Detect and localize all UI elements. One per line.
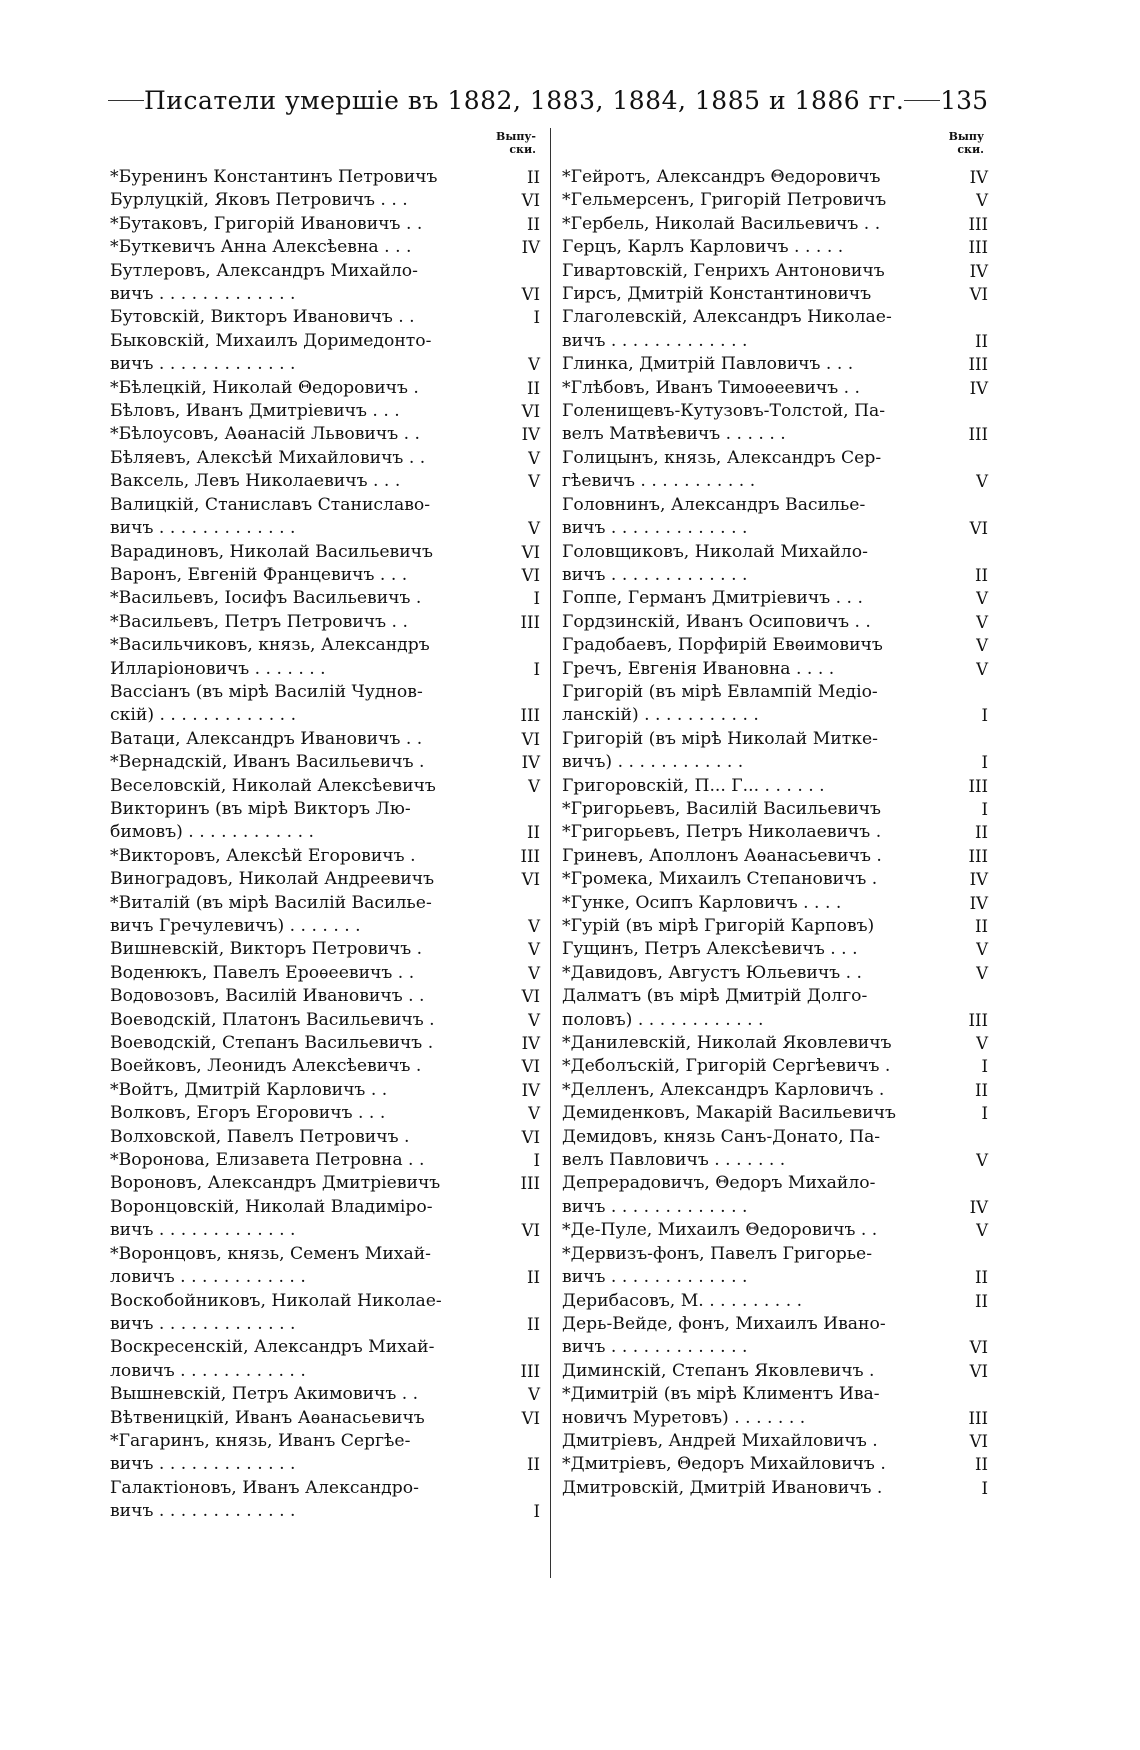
entry-issue-number: IV [969, 261, 988, 281]
entry-issue-number: V [528, 1010, 540, 1030]
entry-name: Быковскiй, Михаилъ Доримедонто- вичъ . . . . . . . . . . . . . [110, 330, 432, 375]
entry-issue-number: VI [521, 1408, 540, 1428]
entry-name: *Гельмерсенъ, Григорiй Петровичъ [562, 190, 887, 211]
index-entry [562, 775, 988, 798]
index-entry [110, 1055, 540, 1078]
entry-name: Воскресенскiй, Александръ Михай- ловичъ . . . . . . . . . . . . [110, 1337, 435, 1381]
index-entry [562, 1383, 988, 1430]
entry-name: *Гербель, Николай Васильевичъ . . [562, 213, 881, 234]
entry-issue-number: VI [521, 1057, 540, 1077]
entry-issue-number: II [974, 1268, 988, 1288]
entry-issue-number: VI [969, 1338, 988, 1358]
entry-issue-number: II [526, 1314, 540, 1334]
entry-issue-number: V [976, 589, 988, 609]
index-entry [562, 541, 988, 588]
entry-name: *Громека, Михаилъ Степановичъ . [562, 869, 878, 890]
entry-name: Воеводскiй, Платонъ Васильевичъ . [110, 1009, 435, 1030]
index-entry [110, 306, 540, 329]
left-column-heading: Выпу- ски. [496, 130, 536, 156]
index-entry [110, 1243, 540, 1290]
entry-name: Диминскiй, Степанъ Яковлевичъ . [562, 1360, 875, 1381]
entry-issue-number: V [976, 940, 988, 960]
index-entry [562, 189, 988, 212]
entry-name: *Деболъскiй, Григорiй Сергѣевичъ . [562, 1056, 891, 1077]
entry-name: *Васильчиковъ, князь, Александръ Илларiоновичъ . . . . . . . [110, 635, 430, 679]
entry-issue-number: V [976, 636, 988, 656]
index-entry [110, 1149, 540, 1172]
entry-issue-number: IV [521, 753, 540, 773]
index-entry [110, 681, 540, 728]
index-entry [110, 1079, 540, 1102]
entry-issue-number: II [974, 1291, 988, 1311]
entry-issue-number: III [968, 1408, 988, 1428]
entry-name: Григоровскiй, П... Г... . . . . . . [562, 775, 825, 796]
entry-issue-number: V [528, 1385, 540, 1405]
index-entry [110, 868, 540, 891]
index-entry [562, 447, 988, 494]
entry-name: Вассiанъ (въ мiрѣ Василiй Чуднов- скiй) . . . . . . . . . . . . . [110, 681, 423, 726]
entry-name: Головщиковъ, Николай Михайло- вичъ . . . . . . . . . . . . . [562, 541, 868, 585]
index-entry [110, 587, 540, 610]
entry-issue-number: V [528, 355, 540, 375]
index-entry [562, 962, 988, 985]
entry-issue-number: III [968, 846, 988, 866]
entry-name: *Бутаковъ, Григорiй Ивановичъ . . [110, 213, 423, 234]
entry-name: *Войтъ, Дмитрiй Карловичъ . . [110, 1079, 388, 1100]
index-entry [562, 634, 988, 657]
index-entry [110, 962, 540, 985]
index-entry [110, 938, 540, 961]
index-entry [110, 541, 540, 564]
entry-issue-number: V [528, 448, 540, 468]
index-entry [110, 447, 540, 470]
entry-name: Григорiй (въ мiрѣ Николай Митке- вичъ) . . . . . . . . . . . . [562, 728, 878, 773]
index-entry [562, 658, 988, 681]
entry-issue-number: V [528, 917, 540, 936]
entry-name: Гирсъ, Дмитрiй Константиновичъ [562, 284, 872, 305]
entry-issue-number: II [974, 823, 988, 843]
index-entry [110, 892, 540, 939]
entry-name: Бутовскiй, Викторъ Ивановичъ . . [110, 307, 415, 328]
index-entry [110, 1290, 540, 1337]
entry-issue-number: II [526, 378, 540, 398]
column-divider [550, 128, 551, 1578]
entry-name: *Димитрiй (въ мiрѣ Климентъ Ива- новичъ Муретовъ) . . . . . . . [562, 1384, 880, 1428]
entry-name: Галактiоновъ, Иванъ Александро- вичъ . . . . . . . . . . . . . [110, 1477, 419, 1522]
entry-issue-number: IV [521, 1080, 540, 1100]
index-entry [562, 892, 988, 915]
index-entry [562, 260, 988, 283]
index-entry [562, 985, 988, 1032]
entry-name: Градобаевъ, Порфирiй Евѳимовичъ [562, 635, 883, 656]
entry-issue-number: IV [969, 870, 988, 890]
entry-issue-number: II [526, 823, 540, 843]
entry-name: Дмитровскiй, Дмитрiй Ивановичъ . [562, 1477, 883, 1498]
index-entry [110, 751, 540, 774]
entry-issue-number: V [976, 472, 988, 492]
entry-name: *Воронцовъ, князь, Семенъ Михай- ловичъ . . . . . . . . . . . . [110, 1243, 431, 1288]
entry-issue-number: II [526, 168, 540, 187]
index-entry [562, 1430, 988, 1453]
entry-issue-number: VI [521, 191, 540, 211]
index-entry [110, 1383, 540, 1406]
index-entry [562, 353, 988, 376]
entry-issue-number: V [976, 1034, 988, 1054]
entry-issue-number: V [976, 1151, 988, 1171]
entry-issue-number: III [520, 1174, 540, 1194]
entry-issue-number: III [968, 1010, 988, 1030]
entry-name: Герцъ, Карлъ Карловичъ . . . . . [562, 237, 844, 258]
index-entry [562, 1290, 988, 1313]
index-entry [110, 166, 540, 189]
entry-name: *Дмитрiевъ, Θедоръ Михайловичъ . [562, 1454, 886, 1475]
entry-name: Ваксель, Левъ Николаевичъ . . . [110, 471, 401, 492]
entry-name: Дмитрiевъ, Андрей Михайловичъ . [562, 1430, 878, 1451]
entry-issue-number: V [976, 191, 988, 211]
index-entry [110, 564, 540, 587]
entry-issue-number: III [520, 1361, 540, 1381]
index-entry [110, 1032, 540, 1055]
entry-issue-number: III [968, 355, 988, 375]
entry-issue-number: III [520, 706, 540, 726]
entry-issue-number: VI [521, 565, 540, 585]
index-entry [110, 845, 540, 868]
entry-name: Варадиновъ, Николай Васильевичъ [110, 541, 433, 562]
entry-name: Гречъ, Евгенiя Ивановна . . . . [562, 658, 835, 679]
entry-issue-number: IV [969, 168, 988, 187]
entry-name: Дерибасовъ, М. . . . . . . . . . [562, 1290, 803, 1311]
index-entry [562, 798, 988, 821]
index-entry [110, 1009, 540, 1032]
entry-name: Гриневъ, Аполлонъ Аѳанасьевичъ . [562, 845, 882, 866]
entry-issue-number: II [974, 917, 988, 936]
entry-name: Волковъ, Егоръ Егоровичъ . . . [110, 1103, 386, 1124]
entry-name: *Данилевскiй, Николай Яковлевичъ [562, 1033, 892, 1054]
left-entry-list [110, 166, 540, 1524]
entry-issue-number: V [528, 963, 540, 983]
index-entry [562, 236, 988, 259]
right-column-heading: Выпу ски. [948, 130, 984, 156]
index-entry [110, 1336, 540, 1383]
index-entry [562, 1360, 988, 1383]
index-entry [110, 1430, 540, 1477]
entry-name: *Дервизъ-фонъ, Павелъ Григорье- вичъ . . . . . . . . . . . . . [562, 1243, 873, 1288]
index-entry [562, 821, 988, 844]
index-entry [562, 587, 988, 610]
entry-issue-number: V [976, 612, 988, 632]
entry-name: *Давидовъ, Августъ Юльевичъ . . [562, 962, 863, 983]
entry-name: *Виталiй (въ мiрѣ Василiй Василье- вичъ Гречулевичъ) . . . . . . . [110, 892, 432, 936]
index-entry [562, 377, 988, 400]
entry-issue-number: VI [969, 519, 988, 539]
index-entry [562, 213, 988, 236]
entry-name: Гоппе, Германъ Дмитрiевичъ . . . [562, 588, 863, 609]
entry-issue-number: I [981, 1057, 988, 1077]
index-entry [110, 330, 540, 377]
entry-name: Вороновъ, Александръ Дмитрiевичъ [110, 1173, 441, 1194]
index-entry [562, 611, 988, 634]
entry-issue-number: IV [969, 893, 988, 913]
index-entry [110, 260, 540, 307]
index-entry [562, 1477, 988, 1500]
entry-issue-number: VI [521, 987, 540, 1007]
entry-issue-number: VI [521, 1221, 540, 1241]
entry-name: Гивартовскiй, Генрихъ Антоновичъ [562, 260, 885, 281]
entry-name: *Викторовъ, Алексѣй Егоровичъ . [110, 845, 416, 866]
entry-issue-number: VI [521, 1127, 540, 1147]
entry-name: *Воронова, Елизавета Петровна . . [110, 1150, 425, 1171]
index-entry [110, 236, 540, 259]
page-number: 135 [940, 85, 988, 115]
entry-issue-number: II [974, 1455, 988, 1475]
entry-name: Голенищевъ-Кутузовъ-Толстой, Па- велъ Матвѣевичъ . . . . . . [562, 401, 886, 445]
index-entry [110, 423, 540, 446]
entry-issue-number: V [976, 1221, 988, 1241]
entry-issue-number: IV [969, 378, 988, 398]
entry-issue-number: II [526, 1455, 540, 1475]
entry-issue-number: II [526, 214, 540, 234]
entry-name: Вѣтвеницкiй, Иванъ Аѳанасьевичъ [110, 1407, 425, 1428]
entry-name: Викторинъ (въ мiрѣ Викторъ Лю- бимовъ) . . . . . . . . . . . . [110, 798, 411, 843]
entry-issue-number: V [528, 1104, 540, 1124]
entry-issue-number: II [974, 565, 988, 585]
header-rule-left [108, 100, 144, 101]
entry-issue-number: IV [521, 238, 540, 258]
entry-issue-number: I [533, 589, 540, 609]
index-entry [110, 1126, 540, 1149]
entry-name: Виноградовъ, Николай Андреевичъ [110, 869, 435, 890]
entry-issue-number: VI [521, 285, 540, 305]
entry-name: Бѣляевъ, Алексѣй Михайловичъ . . [110, 447, 426, 468]
entry-issue-number: VI [969, 1361, 988, 1381]
left-column [110, 130, 540, 1580]
entry-name: *Григорьевъ, Василiй Васильевичъ [562, 798, 881, 819]
entry-issue-number: VI [521, 729, 540, 749]
entry-name: Депрерадовичъ, Θедоръ Михайло- вичъ . . . . . . . . . . . . . [562, 1173, 876, 1217]
page-header [108, 80, 988, 120]
entry-issue-number: VI [969, 1431, 988, 1451]
right-entry-list [562, 166, 988, 1500]
entry-name: *Гагаринъ, князь, Иванъ Сергѣе- вичъ . . . . . . . . . . . . . [110, 1430, 411, 1475]
entry-issue-number: III [968, 214, 988, 234]
index-entry [110, 1172, 540, 1195]
entry-name: *Де-Пуле, Михаилъ Θедоровичъ . . [562, 1220, 878, 1241]
entry-name: Бурлуцкiй, Яковъ Петровичъ . . . [110, 190, 408, 211]
entry-name: Бѣловъ, Иванъ Дмитрiевичъ . . . [110, 401, 400, 422]
entry-issue-number: III [520, 612, 540, 632]
entry-name: Демиденковъ, Макарiй Васильевичъ [562, 1103, 896, 1124]
entry-issue-number: V [976, 659, 988, 679]
entry-name: Водовозовъ, Василiй Ивановичъ . . [110, 986, 425, 1007]
index-entry [562, 1172, 988, 1219]
index-entry [110, 1196, 540, 1243]
index-entry [562, 1102, 988, 1125]
entry-name: *Буренинъ Константинъ Петровичъ [110, 167, 438, 187]
entry-name: Воронцовскiй, Николай Владимiро- вичъ . . . . . . . . . . . . . [110, 1196, 433, 1241]
entry-issue-number: VI [521, 402, 540, 422]
index-entry [562, 1032, 988, 1055]
entry-name: *Буткевичъ Анна Алексѣевна . . . [110, 237, 412, 258]
entry-name: Демидовъ, князь Санъ-Донато, Па- велъ Павловичъ . . . . . . . [562, 1126, 881, 1171]
entry-name: Глинка, Дмитрiй Павловичъ . . . [562, 354, 854, 375]
entry-name: *Васильевъ, Iосифъ Васильевичъ . [110, 588, 422, 609]
entry-name: Вишневскiй, Викторъ Петровичъ . [110, 939, 423, 960]
entry-name: Валицкiй, Станиславъ Станиславо- вичъ . . . . . . . . . . . . . [110, 494, 431, 539]
index-entry [562, 728, 988, 775]
entry-issue-number: V [976, 963, 988, 983]
entry-name: *Гурiй (въ мiрѣ Григорiй Карповъ) [562, 916, 875, 936]
entry-name: Воейковъ, Леонидъ Алексѣевичъ . [110, 1056, 422, 1077]
entry-name: Далматъ (въ мiрѣ Дмитрiй Долго- половъ) . . . . . . . . . . . . [562, 986, 868, 1030]
index-entry [110, 470, 540, 493]
entry-issue-number: II [974, 1080, 988, 1100]
entry-issue-number: I [533, 1151, 540, 1171]
index-entry [562, 938, 988, 961]
entry-name: *Вернадскiй, Иванъ Васильевичъ . [110, 752, 425, 773]
index-entry [562, 868, 988, 891]
entry-issue-number: I [981, 799, 988, 819]
entry-name: Головнинъ, Александръ Василье- вичъ . . . . . . . . . . . . . [562, 494, 866, 539]
entry-issue-number: I [533, 659, 540, 679]
index-entry [562, 400, 988, 447]
index-entry [562, 494, 988, 541]
index-entry [110, 377, 540, 400]
right-column [562, 130, 988, 1580]
index-entry [562, 681, 988, 728]
entry-issue-number: V [528, 776, 540, 796]
entry-name: Вышневскiй, Петръ Акимовичъ . . [110, 1384, 419, 1405]
entry-issue-number: II [974, 331, 988, 351]
entry-name: Гордзинскiй, Иванъ Осиповичъ . . [562, 611, 871, 632]
entry-name: *Глѣбовъ, Иванъ Тимоѳеевичъ . . [562, 377, 861, 398]
index-entry [110, 611, 540, 634]
entry-issue-number: IV [969, 1197, 988, 1217]
entry-name: *Гейротъ, Александръ Θедоровичъ [562, 167, 881, 187]
index-entry [562, 845, 988, 868]
index-entry [110, 400, 540, 423]
index-entry [110, 1477, 540, 1524]
index-entry [110, 1102, 540, 1125]
entry-name: *Васильевъ, Петръ Петровичъ . . [110, 611, 408, 632]
header-rule-right [904, 100, 940, 101]
entry-issue-number: I [981, 706, 988, 726]
entry-name: Веселовскiй, Николай Алексѣевичъ [110, 775, 436, 796]
index-entry [562, 1453, 988, 1476]
index-entry [562, 1079, 988, 1102]
index-entry [562, 306, 988, 353]
entry-name: Григорiй (въ мiрѣ Евлампiй Медiо- ланскiй) . . . . . . . . . . . [562, 681, 878, 726]
entry-issue-number: VI [969, 285, 988, 305]
entry-issue-number: III [968, 238, 988, 258]
entry-issue-number: I [981, 1104, 988, 1124]
index-entry [110, 775, 540, 798]
index-entry [110, 189, 540, 212]
entry-name: Волховской, Павелъ Петровичъ . [110, 1126, 410, 1147]
index-entry [562, 1313, 988, 1360]
index-entry [110, 985, 540, 1008]
entry-issue-number: VI [521, 542, 540, 562]
index-entry [110, 213, 540, 236]
index-entry [562, 1126, 988, 1173]
entry-name: Ватаци, Александръ Ивановичъ . . [110, 728, 423, 749]
entry-name: Бутлеровъ, Александръ Михайло- вичъ . . . . . . . . . . . . . [110, 260, 418, 305]
entry-issue-number: III [968, 776, 988, 796]
index-entry [110, 728, 540, 751]
entry-name: Голицынъ, князь, Александръ Сер- гѣевичъ . . . . . . . . . . . [562, 447, 882, 492]
index-entry [110, 494, 540, 541]
entry-name: Дерь-Вейде, фонъ, Михаилъ Ивано- вичъ . . . . . . . . . . . . . [562, 1313, 886, 1358]
entry-name: Глаголевскiй, Александръ Николае- вичъ . . . . . . . . . . . . . [562, 307, 892, 351]
entry-name: *Григорьевъ, Петръ Николаевичъ . [562, 822, 882, 843]
entry-issue-number: I [533, 1502, 540, 1522]
index-entry [562, 915, 988, 938]
entry-issue-number: V [528, 940, 540, 960]
entry-issue-number: VI [521, 870, 540, 890]
entry-issue-number: III [520, 846, 540, 866]
index-entry [562, 166, 988, 189]
index-entry [110, 1407, 540, 1430]
entry-issue-number: V [528, 472, 540, 492]
index-entry [110, 798, 540, 845]
entry-issue-number: I [981, 1478, 988, 1498]
entry-issue-number: IV [521, 1034, 540, 1054]
index-entry [562, 1219, 988, 1242]
entry-issue-number: II [526, 1268, 540, 1288]
entry-name: Воденюкъ, Павелъ Ероѳеевичъ . . [110, 962, 415, 983]
entry-issue-number: I [533, 308, 540, 328]
running-title: Писатели умершiе въ 1882, 1883, 1884, 1885 и 1886 гг. [143, 85, 905, 115]
index-entry [562, 1243, 988, 1290]
entry-name: Воеводскiй, Степанъ Васильевичъ . [110, 1033, 434, 1054]
index-entry [562, 1055, 988, 1078]
entry-name: *Бѣлоусовъ, Аѳанасiй Львовичъ . . [110, 424, 420, 445]
entry-name: Гущинъ, Петръ Алексѣевичъ . . . [562, 939, 858, 960]
entry-name: Варонъ, Евгенiй Францевичъ . . . [110, 564, 408, 585]
entry-name: *Бѣлецкiй, Николай Θедоровичъ . [110, 377, 419, 398]
entry-name: *Гунке, Осипъ Карловичъ . . . . [562, 892, 842, 913]
entry-issue-number: III [968, 425, 988, 445]
entry-issue-number: I [981, 753, 988, 773]
index-entry [562, 283, 988, 306]
entry-name: *Делленъ, Александръ Карловичъ . [562, 1079, 885, 1100]
entry-name: Воскобойниковъ, Николай Николае- вичъ . . . . . . . . . . . . . [110, 1290, 442, 1334]
entry-issue-number: IV [521, 425, 540, 445]
entry-issue-number: V [528, 519, 540, 539]
index-entry [110, 634, 540, 681]
